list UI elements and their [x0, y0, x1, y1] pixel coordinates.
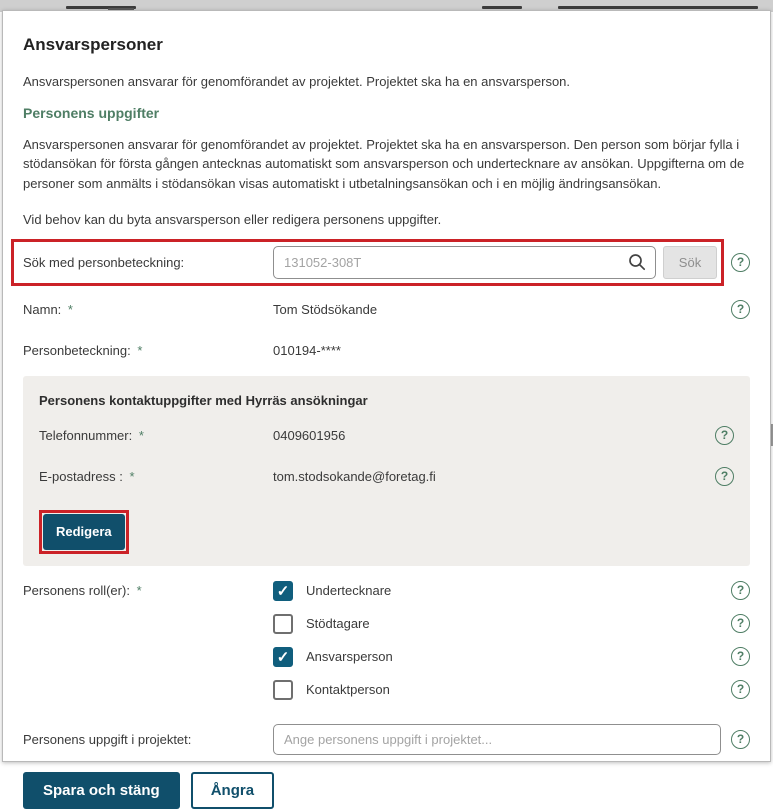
task-row — [23, 724, 750, 755]
name-label-text: Namn: — [23, 301, 62, 317]
person-id-label-text: Personbeteckning: — [23, 342, 131, 358]
checkbox-ansvarsperson[interactable]: ✓ — [273, 647, 293, 667]
email-row — [39, 467, 734, 486]
personbeteckning-search-input[interactable] — [273, 246, 656, 279]
help-icon[interactable]: ? — [715, 467, 734, 486]
email-value: tom.stodsokande@foretag.fi — [273, 468, 436, 484]
role-option-row — [273, 646, 750, 668]
task-input[interactable] — [273, 724, 721, 755]
save-and-close-button[interactable]: Spara och stäng — [23, 772, 180, 809]
role-option-label: Stödtagare — [306, 616, 370, 632]
ansvarspersoner-dialog — [2, 10, 771, 799]
checkbox-stodtagare[interactable] — [273, 614, 293, 634]
role-option-row — [273, 580, 750, 602]
required-asterisk: * — [138, 427, 144, 443]
search-highlight-frame — [11, 239, 724, 286]
intro-text: Ansvarspersonen ansvarar för genomförandet av projektet. Projektet ska ha en ansvarsperson. — [23, 74, 571, 89]
action-buttons — [23, 772, 750, 809]
person-id-row — [23, 343, 750, 358]
phone-row — [39, 426, 734, 445]
role-option-label: Undertecknare — [306, 583, 392, 599]
roles-label-text: Personens roll(er): — [23, 582, 130, 598]
name-row — [23, 300, 750, 319]
note-text: Vid behov kan du byta ansvarsperson eller redigera personens uppgifter. — [23, 212, 442, 228]
sok-button[interactable]: Sök — [663, 246, 717, 279]
search-input-wrap — [273, 246, 656, 279]
roles-label — [23, 580, 273, 598]
redigera-button[interactable]: Redigera — [43, 514, 125, 550]
email-label-text: E-postadress : — [39, 468, 123, 484]
role-option-label: Ansvarsperson — [306, 649, 393, 665]
name-value: Tom Stödsökande — [273, 301, 378, 317]
help-icon[interactable]: ? — [731, 300, 750, 319]
description-text: Ansvarspersonen ansvarar för genomförandet av projektet. Projektet ska ha en ansvarsperson. Den person som börjar fylla i stödansökan för första gången antecknas automatiskt som ansvarsperson och undertecknare av ansökan. Uppgifterna om de personer som anmälts i stödansökan visas automatiskt i utbetalningsansökan och i en möjlig ändringsansökan. — [23, 136, 745, 191]
task-label: Personens uppgift i projektet: — [23, 731, 192, 747]
help-icon[interactable]: ? — [731, 730, 750, 749]
search-section — [23, 239, 750, 286]
roles-section — [23, 580, 750, 712]
cancel-button[interactable]: Ångra — [191, 772, 274, 809]
name-label — [23, 302, 273, 317]
phone-label — [39, 428, 273, 443]
checkbox-undertecknare[interactable]: ✓ — [273, 581, 293, 601]
required-asterisk: * — [137, 342, 143, 358]
checkbox-kontaktperson[interactable] — [273, 680, 293, 700]
help-icon[interactable]: ? — [731, 253, 750, 272]
search-label: Sök med personbeteckning: — [23, 254, 185, 270]
section-heading: Personens uppgifter — [23, 104, 160, 121]
clipped-background-text — [482, 6, 522, 9]
help-icon[interactable]: ? — [731, 614, 750, 633]
phone-label-text: Telefonnummer: — [39, 427, 133, 443]
required-asterisk: * — [67, 301, 73, 317]
help-icon[interactable]: ? — [731, 647, 750, 666]
help-icon[interactable]: ? — [731, 581, 750, 600]
email-label — [39, 469, 273, 484]
person-id-value: 010194-**** — [273, 342, 341, 358]
page-title: Ansvarspersoner — [23, 35, 163, 54]
person-id-label — [23, 343, 273, 358]
required-asterisk: * — [136, 582, 142, 598]
role-option-row — [273, 613, 750, 635]
clipped-background-text — [558, 6, 758, 9]
contact-info-box — [23, 376, 750, 566]
help-icon[interactable]: ? — [715, 426, 734, 445]
phone-value: 0409601956 — [273, 427, 346, 443]
contact-box-heading: Personens kontaktuppgifter med Hyrräs ansökningar — [39, 392, 368, 408]
role-option-row — [273, 679, 750, 701]
help-icon[interactable]: ? — [731, 680, 750, 699]
search-icon — [628, 253, 646, 271]
edit-highlight-frame — [39, 510, 129, 554]
role-option-label: Kontaktperson — [306, 682, 390, 698]
required-asterisk: * — [129, 468, 135, 484]
roles-options — [273, 580, 750, 712]
